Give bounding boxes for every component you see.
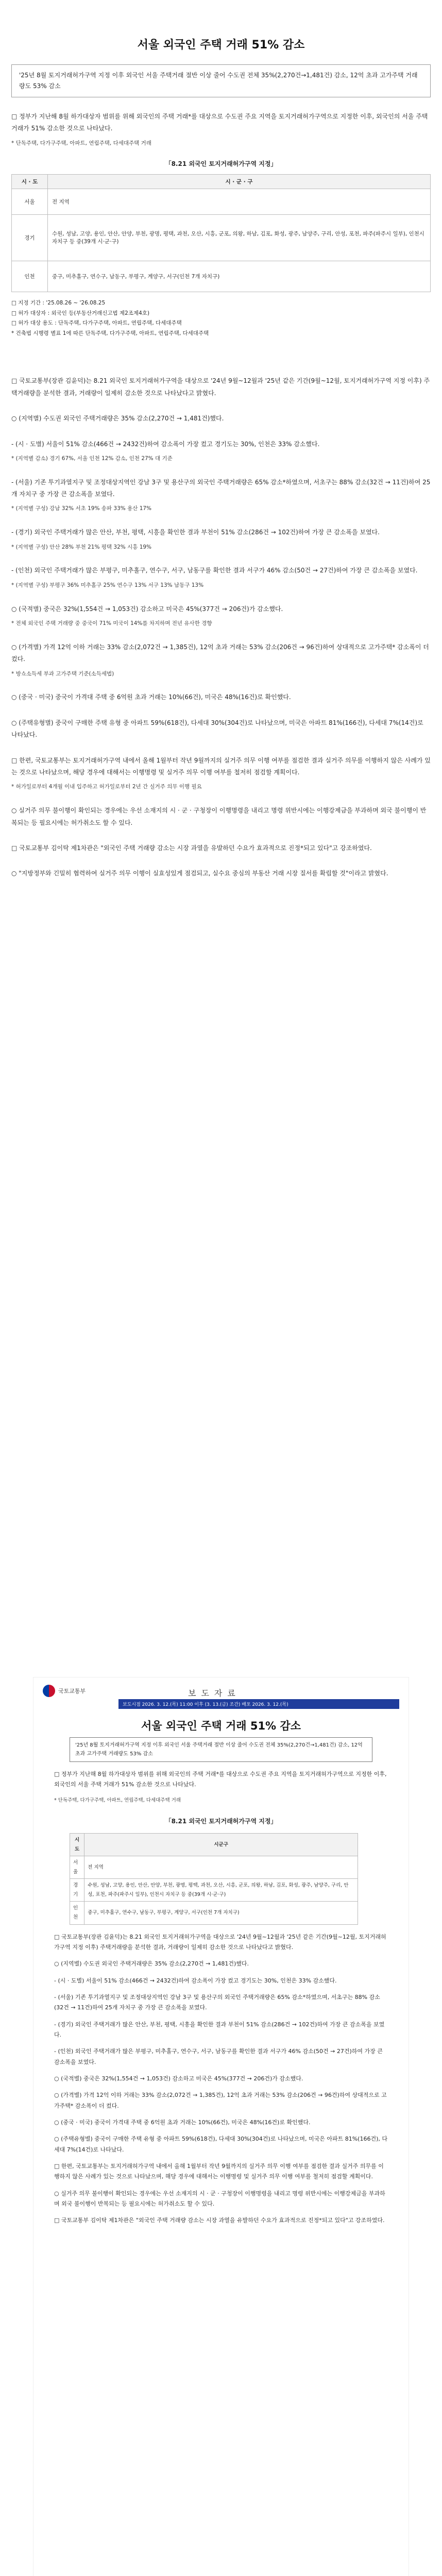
paragraph-2: □ 국토교통부(장관 김윤덕)는 8.21 외국인 토지거래허가구역을 대상으로 '24년 9월~12월과 '25년 같은 기간(9월~12월, 토지거래허가구역 지정 이후) 주택거래량을 분석한 결과, 거래량이 일제히 감소한 것으로 나타났다고 밝혔다. <box>11 377 430 397</box>
paragraph-13: ○ 실거주 의무 불이행이 확인되는 경우에는 우선 소재지의 시 · 군 · 구청장이 이행명령을 내리고 명령 위반시에는 이행강제금을 부과하며 외국 불이행이 반복되는 등 필요시에는 허가취소도 할 수 있다. <box>11 807 427 826</box>
doc-paragraph-9: ○ (가격별) 가격 12억 이하 거래는 33% 감소(2,072건 → 1,385건), 12억 초과 거래는 53% 감소(206건 → 96건)하여 상대적으로 고가주택* 감소폭이 더 컸다. <box>54 2092 387 2109</box>
table-row <box>70 1902 358 1924</box>
doc-table-cell: 수원, 성남, 고양, 용인, 안산, 안양, 부천, 광명, 평택, 과천, 오산, 시흥, 군포, 의왕, 하남, 김포, 화성, 광주, 남양주, 구리, 안성, 포천, 파주(파주시 일부), 인천시 자치구 등 중(39개 시·군·구) <box>84 1879 358 1902</box>
paragraph-9: ○ (가격별) 가격 12억 이하 거래는 33% 감소(2,072건 → 1,385건), 12억 초과 거래는 53% 감소(206건 → 96건)하여 상대적으로 고가주택* 감소폭이 더 컸다. <box>11 643 429 663</box>
doc-table-header: 시군구 <box>84 1834 358 1856</box>
doc-table-cell: 경기 <box>70 1879 84 1902</box>
table-cell-area: 수원, 성남, 고양, 용인, 안산, 안양, 부천, 광명, 평택, 과천, 오산, 시흥, 군포, 의왕, 하남, 김포, 화성, 광주, 남양주, 구리, 안성, 포천, 파주(파주시 일부), 인천시 자치구 등 중(39개 시·군·구) <box>48 214 431 261</box>
table-title: 「8.21 외국인 토지거래허가구역 지정」 <box>165 160 277 167</box>
note-5: * (지역별 구성) 부평구 36% 미추홀구 25% 연수구 13% 서구 13% 남동구 13% <box>11 582 204 588</box>
press-release-image <box>33 1677 409 2576</box>
paragraph-4: - (시 · 도별) 서울이 51% 감소(466건 → 2432건)하여 감소폭이 가장 컸고 경기도는 30%, 인천은 33% 감소했다. <box>11 440 320 448</box>
table-row <box>12 261 431 292</box>
note-7: * 방쇼소득세 부과 고가주택 기준(소득세법) <box>11 670 114 677</box>
doc-paragraph-12: □ 한편, 국토교통부는 토지거래허가구역 내에서 올해 1월부터 작년 9월까지의 실거주 의무 이행 여부를 점검한 결과 실거주 의무를 이행하지 않은 사례가 있는 것으로 나타났으며, 해당 경우에 대해서는 이행명령 및 실거주 의무 이행 여부를 철저히 점검할 계획이다. <box>54 2163 384 2180</box>
detail-usage: □ 허가 대상 용도 : 단독주택, 다가구주택, 아파트, 연립주택, 다세대주택 <box>11 320 182 327</box>
press-label: 보도자료 <box>188 1688 241 1698</box>
paragraph-6: - (경기) 외국인 주택거래가 많은 안산, 부천, 평택, 시흥을 확인한 결과 부천이 51% 감소(286건 → 102건)하여 가장 큰 감소폭을 보였다. <box>11 529 380 536</box>
table-header-region: 시 · 도 <box>12 174 48 189</box>
doc-table-cell: 전 지역 <box>84 1856 358 1879</box>
table-cell-region: 경기 <box>12 214 48 261</box>
table-row <box>70 1856 358 1879</box>
article-body <box>0 0 442 880</box>
doc-note-1: * 단독주택, 다가구주택, 아파트, 연립주택, 다세대주택 거래 <box>54 1797 181 1803</box>
note-4: * (지역별 구성) 안산 28% 부천 21% 평택 32% 시흥 19% <box>11 544 152 550</box>
doc-paragraph-14: □ 국토교통부 김이탁 제1차관은 "외국인 주택 거래량 감소는 시장 과열을 유발하던 수요가 효과적으로 진정*되고 있다"고 강조하였다. <box>54 2217 385 2224</box>
note-6: * 전체 외국인 주택 거래량 중 중국이 71% 미국이 14%를 차지하며 전년 유사한 경향 <box>11 620 212 627</box>
note-8: * 허가일로부터 4개월 이내 입주하고 허가일로부터 2년 간 실거주 의무 이행 필요 <box>11 784 202 790</box>
doc-lead: '25년 8월 토지거래허가구역 지정 이후 외국인 서울 주택거래 절반 이상 줄어 수도권 전체 35%(2,270건→1,481건) 감소, 12억 초과 고가주택 거래량도 53% 감소 <box>70 1737 372 1762</box>
doc-paragraph-4: - (시 · 도별) 서울이 51% 감소(466건 → 2432건)하여 감소폭이 가장 컸고 경기도는 30%, 인천은 33% 감소했다. <box>54 1977 337 1984</box>
table-cell-region: 서울 <box>12 189 48 214</box>
doc-zone-table <box>70 1833 358 1925</box>
ministry-logo <box>43 1685 86 1697</box>
table-cell-area: 중구, 미추홀구, 연수구, 남동구, 부평구, 계양구, 서구(인천 7개 자치구) <box>48 261 431 292</box>
paragraph-12: □ 한편, 국토교통부는 토지거래허가구역 내에서 올해 1월부터 작년 9월까지의 실거주 의무 이행 여부를 점검한 결과 실거주 의무를 이행하지 않은 사례가 있는 것으로 나타났으며, 해당 경우에 대해서는 이행명령 및 실거주 의무 이행 여부를 철저히 점검할 계획이다. <box>11 756 431 776</box>
doc-table-header: 시도 <box>70 1834 84 1856</box>
page-title: 서울 외국인 주택 거래 51% 감소 <box>137 39 305 52</box>
doc-paragraph-2: □ 국토교통부(장관 김윤덕)는 8.21 외국인 토지거래허가구역을 대상으로 '24년 9월~12월과 '25년 같은 기간(9월~12월, 토지거래허가구역 지정 이후) 주택거래량을 분석한 결과, 거래량이 일제히 감소한 것으로 나타났다고 밝혔다. <box>54 1933 386 1951</box>
note-1: * 단독주택, 다가구주택, 아파트, 연립주택, 다세대주택 거래 <box>11 140 151 146</box>
note-2: * (지역별 감소) 경기 67%, 서울 인천 12% 감소, 인천 27% 대 기준 <box>11 455 173 462</box>
doc-paragraph-6: - (경기) 외국인 주택거래가 많은 안산, 부천, 평택, 시흥을 확인한 결과 부천이 51% 감소(286건 → 102건)하여 가장 큰 감소폭을 보였다. <box>54 2021 385 2038</box>
paragraph-14: □ 국토교통부 김이탁 제1차관은 "외국인 주택 거래량 감소는 시장 과열을 유발하던 수요가 효과적으로 진정*되고 있다"고 강조하였다. <box>11 844 372 852</box>
paragraph-15: ○ "지방정부와 긴밀히 협력하여 실거주 의무 이행이 실효성있게 점검되고, 실수요 중심의 부동산 거래 시장 질서를 확립할 것"이라고 밝혔다. <box>11 870 388 877</box>
note-3: * (지역별 구성) 강남 32% 서초 19% 송파 33% 용산 17% <box>11 505 152 512</box>
release-time-bar: 보도시점 2026. 3. 12.(목) 11:00 이후 (3. 13.(금) 조간) 배포 2026. 3. 12.(목) <box>118 1699 399 1709</box>
taegeuk-icon <box>43 1685 55 1697</box>
table-cell-area: 전 지역 <box>48 189 431 214</box>
doc-body <box>33 1762 409 2226</box>
doc-paragraph-3: ○ (지역별) 수도권 외국인 주택거래량은 35% 감소(2,270건 → 1,481건)했다. <box>54 1960 249 1968</box>
doc-paragraph-8: ○ (국적별) 중국은 32%(1,554건 → 1,053건) 감소하고 미국은 45%(377건 → 206건)가 감소했다. <box>54 2075 303 2082</box>
doc-table-title: 「8.21 외국인 토지거래허가구역 지정」 <box>165 1817 277 1825</box>
doc-title: 서울 외국인 주택 거래 51% 감소 <box>141 1720 301 1732</box>
zone-details <box>11 298 431 340</box>
doc-paragraph-13: ○ 실거주 의무 불이행이 확인되는 경우에는 우선 소재지의 시 · 군 · 구청장이 이행명령을 내리고 명령 위반시에는 이행강제금을 부과하며 외국 불이행이 반복되는 등 필요시에는 허가취소도 할 수 있다. <box>54 2190 385 2208</box>
doc-paragraph-7: - (인천) 외국인 주택거래가 많은 부평구, 미추홀구, 연수구, 서구, 남동구를 확인한 결과 서구가 46% 감소(50건 → 27건)하여 가장 큰 감소폭을 보였다. <box>54 2048 383 2065</box>
paragraph-5: - (서울) 기존 투기과열지구 및 조정대상지역인 강남 3구 및 용산구의 외국인 주택거래량은 65% 감소*하였으며, 서초구는 88% 감소(32건 → 11건)하여 25개 자치구 중 가장 큰 감소폭을 보였다. <box>11 478 431 498</box>
ministry-name: 국토교통부 <box>58 1688 86 1694</box>
paragraph-7: - (인천) 외국인 주택거래가 많은 부평구, 미추홀구, 연수구, 서구, 남동구를 확인한 결과 서구가 46% 감소(50건 → 27건)하여 가장 큰 감소폭을 보였다. <box>11 567 418 574</box>
paragraph-8: ○ (국적별) 중국은 32%(1,554건 → 1,053건) 감소하고 미국은 45%(377건 → 206건)가 감소했다. <box>11 605 283 613</box>
table-row <box>12 214 431 261</box>
doc-table-cell: 서울 <box>70 1856 84 1879</box>
designated-zone-table <box>11 174 431 292</box>
paragraph-1: □ 정부가 지난해 8월 하가대상자 범위를 위해 외국인의 주택 거래*를 대상으로 수도권 주요 지역을 토지거래허가구역으로 지정한 이후, 외국인의 서울 주택 거래가 51% 감소한 것으로 나타났다. <box>11 113 428 132</box>
detail-note: * 건축법 시행령 별표 1에 따른 단독주택, 다가구주택, 아파트, 연립주택, 다세대주택 <box>11 330 209 337</box>
table-header-area: 시 · 군 · 구 <box>48 174 431 189</box>
table-row <box>70 1879 358 1902</box>
detail-period: □ 지정 기간 : '25.08.26 ~ '26.08.25 <box>11 299 106 306</box>
doc-paragraph-5: - (서울) 기존 투기과열지구 및 조정대상지역인 강남 3구 및 용산구의 외국인 주택거래량은 65% 감소*하였으며, 서초구는 88% 감소(32건 → 11건)하여 25개 자치구 중 가장 큰 감소폭을 보였다. <box>54 1993 380 2011</box>
detail-target: □ 허가 대상자 : 외국인 등(부동산거래신고법 제2조제4호) <box>11 310 150 316</box>
press-release-header <box>33 1677 409 1708</box>
table-row <box>12 189 431 214</box>
doc-paragraph-1: □ 정부가 지난해 8월 하가대상자 범위를 위해 외국인의 주택 거래*를 대상으로 수도권 주요 지역을 토지거래허가구역으로 지정한 이후, 외국인의 서울 주택 거래가 51% 감소한 것으로 나타났다. <box>54 1771 387 1788</box>
table-cell-region: 인천 <box>12 261 48 292</box>
doc-paragraph-11: ○ (주택유형별) 중국이 구매한 주택 유형 중 아파트 59%(618건), 다세대 30%(304건)로 나타났으며, 미국은 아파트 81%(166건), 다세대 7%(14건)로 나타났다. <box>54 2136 387 2153</box>
paragraph-10: ○ (중국 · 미국) 중국이 가격대 주택 중 6억원 초과 거래는 10%(66건), 미국은 48%(16건)로 확인했다. <box>11 693 291 701</box>
lead-summary: '25년 8월 토지거래허가구역 지정 이후 외국인 서울 주택거래 절반 이상 줄어 수도권 전체 35%(2,270건→1,481건) 감소, 12억 초과 고가주택 거래량도 53% 감소 <box>11 64 431 97</box>
paragraph-3: ○ (지역별) 수도권 외국인 주택거래량은 35% 감소(2,270건 → 1,481건)했다. <box>11 415 224 422</box>
doc-table-cell: 인천 <box>70 1902 84 1924</box>
doc-table-cell: 중구, 미추홀구, 연수구, 남동구, 부평구, 계양구, 서구(인천 7개 자치구) <box>84 1902 358 1924</box>
doc-paragraph-10: ○ (중국 · 미국) 중국이 가격대 주택 중 6억원 초과 거래는 10%(66건), 미국은 48%(16건)로 확인했다. <box>54 2119 311 2126</box>
paragraph-11: ○ (주택유형별) 중국이 구매한 주택 유형 중 아파트 59%(618건), 다세대 30%(304건)로 나타났으며, 미국은 아파트 81%(166건), 다세대 7%(14건)로 나타났다. <box>11 719 423 739</box>
